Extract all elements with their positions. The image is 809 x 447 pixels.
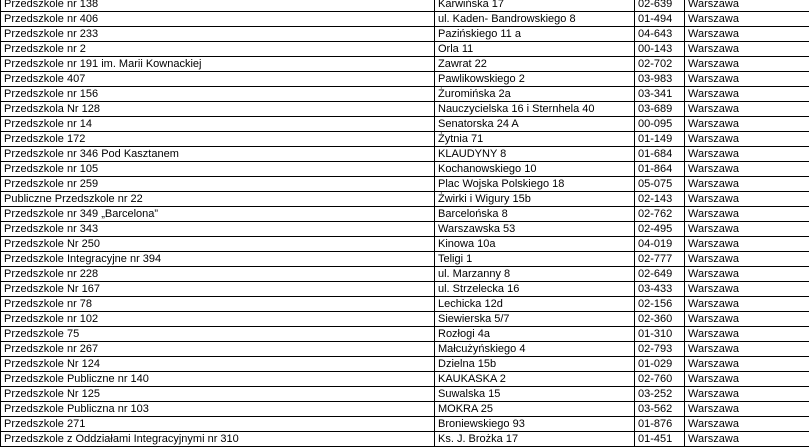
table-row: [1, 327, 809, 342]
postal-code-cell: 03-252: [635, 387, 685, 402]
table-row: [1, 162, 809, 177]
street-address-cell: KLAUDYNY 8: [435, 147, 635, 162]
street-address-cell: Orla 11: [435, 42, 635, 57]
street-address-cell: Suwalska 15: [435, 387, 635, 402]
kindergarten-name-cell: Przedszkole nr 259: [1, 177, 435, 192]
city-cell: Warszawa: [685, 162, 809, 177]
city-cell: Warszawa: [685, 72, 809, 87]
table-row: [1, 222, 809, 237]
table-row: [1, 27, 809, 42]
city-cell: Warszawa: [685, 342, 809, 357]
table-row: [1, 42, 809, 57]
city-cell: Warszawa: [685, 207, 809, 222]
street-address-cell: Warszawska 53: [435, 222, 635, 237]
table-row: [1, 237, 809, 252]
kindergarten-name-cell: Przedszkole z Oddziałami Integracyjnymi nr 310: [1, 432, 435, 447]
street-address-cell: Siewierska 5/7: [435, 312, 635, 327]
postal-code-cell: 03-433: [635, 282, 685, 297]
street-address-cell: Kinowa 10a: [435, 237, 635, 252]
city-cell: Warszawa: [685, 12, 809, 27]
table-row: [1, 402, 809, 417]
table-row: [1, 192, 809, 207]
street-address-cell: Barcelońska 8: [435, 207, 635, 222]
table-row: [1, 117, 809, 132]
postal-code-cell: 03-562: [635, 402, 685, 417]
kindergarten-name-cell: Przedszkole Nr 167: [1, 282, 435, 297]
postal-code-cell: 01-876: [635, 417, 685, 432]
street-address-cell: ul. Strzelecka 16: [435, 282, 635, 297]
postal-code-cell: 03-341: [635, 87, 685, 102]
kindergarten-name-cell: Przedszkole Integracyjne nr 394: [1, 252, 435, 267]
table-row: [1, 297, 809, 312]
postal-code-cell: 02-762: [635, 207, 685, 222]
kindergarten-name-cell: Publiczne Przedszkole nr 22: [1, 192, 435, 207]
city-cell: Warszawa: [685, 252, 809, 267]
city-cell: Warszawa: [685, 192, 809, 207]
kindergarten-name-cell: Przedszkole Nr 125: [1, 387, 435, 402]
city-cell: Warszawa: [685, 42, 809, 57]
street-address-cell: Broniewskiego 93: [435, 417, 635, 432]
city-cell: Warszawa: [685, 312, 809, 327]
postal-code-cell: 01-684: [635, 147, 685, 162]
postal-code-cell: 02-156: [635, 297, 685, 312]
city-cell: Warszawa: [685, 0, 809, 12]
city-cell: Warszawa: [685, 372, 809, 387]
postal-code-cell: 02-760: [635, 372, 685, 387]
postal-code-cell: 01-864: [635, 162, 685, 177]
kindergarten-name-cell: Przedszkole nr 14: [1, 117, 435, 132]
city-cell: Warszawa: [685, 132, 809, 147]
city-cell: Warszawa: [685, 357, 809, 372]
postal-code-cell: 05-075: [635, 177, 685, 192]
postal-code-cell: 00-143: [635, 42, 685, 57]
table-row: [1, 132, 809, 147]
kindergarten-name-cell: Przedszkole 271: [1, 417, 435, 432]
city-cell: Warszawa: [685, 387, 809, 402]
postal-code-cell: 04-643: [635, 27, 685, 42]
street-address-cell: Plac Wojska Polskiego 18: [435, 177, 635, 192]
kindergarten-name-cell: Przedszkole nr 105: [1, 162, 435, 177]
table-row: [1, 417, 809, 432]
kindergarten-name-cell: Przedszkole nr 2: [1, 42, 435, 57]
table-row: [1, 57, 809, 72]
table-row: [1, 177, 809, 192]
postal-code-cell: 01-029: [635, 357, 685, 372]
street-address-cell: ul. Kaden- Bandrowskiego 8: [435, 12, 635, 27]
table-row: [1, 207, 809, 222]
city-cell: Warszawa: [685, 237, 809, 252]
kindergarten-name-cell: Przedszkole Nr 124: [1, 357, 435, 372]
kindergarten-name-cell: Przedszkola Nr 128: [1, 102, 435, 117]
city-cell: Warszawa: [685, 222, 809, 237]
kindergarten-name-cell: Przedszkole nr 349 „Barcelona”: [1, 207, 435, 222]
city-cell: Warszawa: [685, 27, 809, 42]
kindergarten-name-cell: Przedszkole 75: [1, 327, 435, 342]
street-address-cell: MOKRA 25: [435, 402, 635, 417]
postal-code-cell: 03-689: [635, 102, 685, 117]
street-address-cell: Żytnia 71: [435, 132, 635, 147]
postal-code-cell: 02-639: [635, 0, 685, 12]
table-row: [1, 72, 809, 87]
table-row: [1, 147, 809, 162]
street-address-cell: Pawlikowskiego 2: [435, 72, 635, 87]
kindergarten-name-cell: Przedszkole nr 406: [1, 12, 435, 27]
kindergarten-name-cell: Przedszkole nr 233: [1, 27, 435, 42]
street-address-cell: Żwirki i Wigury 15b: [435, 192, 635, 207]
table-body: [1, 0, 809, 447]
street-address-cell: Ks. J. Brożka 17: [435, 432, 635, 447]
street-address-cell: Nauczycielska 16 i Sternhela 40: [435, 102, 635, 117]
kindergarten-name-cell: Przedszkole nr 267: [1, 342, 435, 357]
street-address-cell: Dzielna 15b: [435, 357, 635, 372]
street-address-cell: Senatorska 24 A: [435, 117, 635, 132]
street-address-cell: Żuromińska 2a: [435, 87, 635, 102]
city-cell: Warszawa: [685, 402, 809, 417]
table-row: [1, 252, 809, 267]
city-cell: Warszawa: [685, 267, 809, 282]
table-row: [1, 387, 809, 402]
table-row: [1, 282, 809, 297]
postal-code-cell: 02-793: [635, 342, 685, 357]
postal-code-cell: 02-777: [635, 252, 685, 267]
postal-code-cell: 01-149: [635, 132, 685, 147]
table-row: [1, 312, 809, 327]
street-address-cell: Kochanowskiego 10: [435, 162, 635, 177]
postal-code-cell: 01-451: [635, 432, 685, 447]
postal-code-cell: 02-702: [635, 57, 685, 72]
street-address-cell: Zawrat 22: [435, 57, 635, 72]
table-row: [1, 0, 809, 12]
postal-code-cell: 01-494: [635, 12, 685, 27]
city-cell: Warszawa: [685, 417, 809, 432]
kindergarten-name-cell: Przedszkole 172: [1, 132, 435, 147]
city-cell: Warszawa: [685, 282, 809, 297]
city-cell: Warszawa: [685, 102, 809, 117]
postal-code-cell: 02-143: [635, 192, 685, 207]
kindergarten-name-cell: Przedszkole nr 156: [1, 87, 435, 102]
city-cell: Warszawa: [685, 87, 809, 102]
city-cell: Warszawa: [685, 57, 809, 72]
postal-code-cell: 02-649: [635, 267, 685, 282]
street-address-cell: Karwińska 17: [435, 0, 635, 12]
postal-code-cell: 01-310: [635, 327, 685, 342]
table-row: [1, 12, 809, 27]
postal-code-cell: 02-360: [635, 312, 685, 327]
kindergarten-name-cell: Przedszkole nr 191 im. Marii Kownackiej: [1, 57, 435, 72]
postal-code-cell: 02-495: [635, 222, 685, 237]
city-cell: Warszawa: [685, 297, 809, 312]
kindergarten-name-cell: Przedszkole nr 343: [1, 222, 435, 237]
table-row: [1, 267, 809, 282]
street-address-cell: Pazińskiego 11 a: [435, 27, 635, 42]
kindergarten-name-cell: Przedszkole nr 102: [1, 312, 435, 327]
city-cell: Warszawa: [685, 432, 809, 447]
street-address-cell: Lechicka 12d: [435, 297, 635, 312]
kindergarten-name-cell: Przedszkole Publiczna nr 103: [1, 402, 435, 417]
postal-code-cell: 04-019: [635, 237, 685, 252]
kindergarten-name-cell: Przedszkole Publiczne nr 140: [1, 372, 435, 387]
street-address-cell: Małcużyńskiego 4: [435, 342, 635, 357]
table-row: [1, 87, 809, 102]
city-cell: Warszawa: [685, 177, 809, 192]
kindergarten-name-cell: Przedszkole Nr 250: [1, 237, 435, 252]
table-row: [1, 372, 809, 387]
city-cell: Warszawa: [685, 147, 809, 162]
kindergarten-name-cell: Przedszkole nr 228: [1, 267, 435, 282]
table-row: [1, 432, 809, 447]
street-address-cell: ul. Marzanny 8: [435, 267, 635, 282]
kindergarten-name-cell: Przedszkole 407: [1, 72, 435, 87]
postal-code-cell: 00-095: [635, 117, 685, 132]
street-address-cell: Teligi 1: [435, 252, 635, 267]
table-row: [1, 342, 809, 357]
kindergarten-name-cell: Przedszkole nr 138: [1, 0, 435, 12]
postal-code-cell: 03-983: [635, 72, 685, 87]
city-cell: Warszawa: [685, 117, 809, 132]
kindergarten-name-cell: Przedszkole nr 346 Pod Kasztanem: [1, 147, 435, 162]
city-cell: Warszawa: [685, 327, 809, 342]
street-address-cell: Rozłogi 4a: [435, 327, 635, 342]
table-row: [1, 357, 809, 372]
street-address-cell: KAUKASKA 2: [435, 372, 635, 387]
kindergarten-name-cell: Przedszkole nr 78: [1, 297, 435, 312]
table-row: [1, 102, 809, 117]
